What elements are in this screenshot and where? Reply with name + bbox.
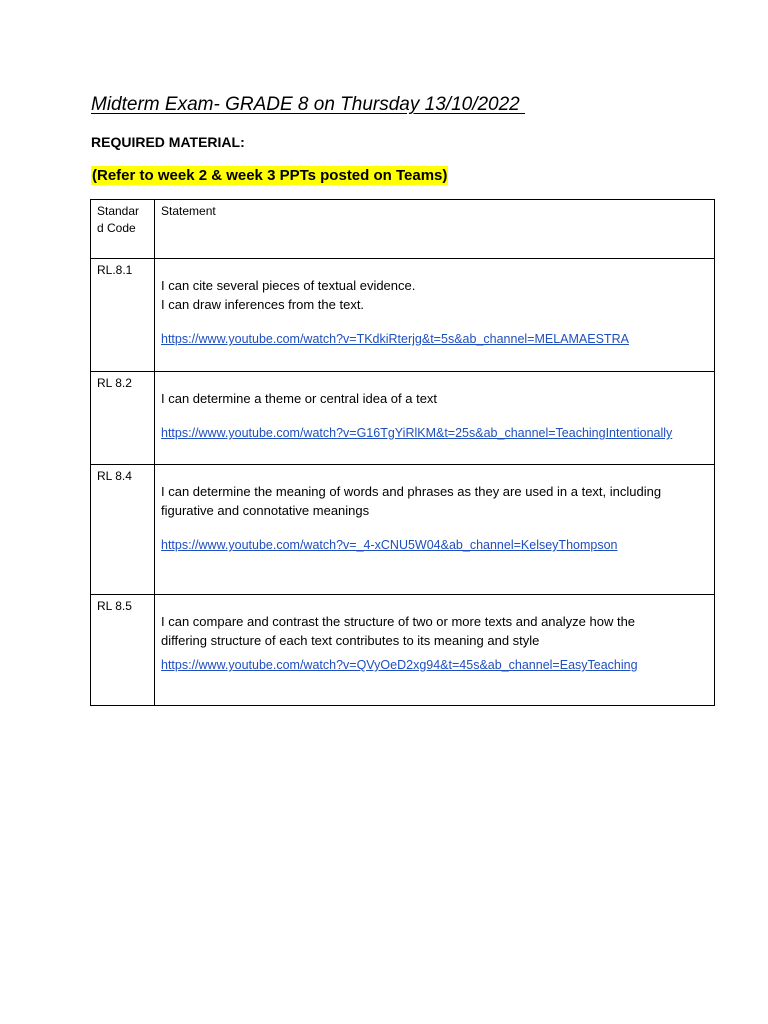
standard-code: RL 8.4	[97, 469, 132, 483]
statement-line: differing structure of each text contributes to its meaning and style	[161, 633, 540, 648]
standard-code-cell	[91, 465, 155, 595]
table-header-row	[91, 200, 715, 259]
standard-code: RL.8.1	[97, 263, 133, 277]
youtube-link[interactable]: https://www.youtube.com/watch?v=G16TgYiRlKM&t=25s&ab_channel=TeachingIntentionally	[161, 426, 673, 440]
statement-cell	[155, 259, 715, 372]
required-material-heading: REQUIRED MATERIAL:	[91, 134, 245, 150]
statement-cell	[155, 465, 715, 595]
header-statement-label: Statement	[161, 204, 216, 218]
statement-line: figurative and connotative meanings	[161, 503, 370, 518]
table-row	[91, 595, 715, 706]
header-standard-code	[91, 200, 155, 259]
header-statement	[155, 200, 715, 259]
statement-line: I can determine a theme or central idea of a text	[161, 391, 438, 406]
youtube-link[interactable]: https://www.youtube.com/watch?v=TKdkiRterjg&t=5s&ab_channel=MELAMAESTRA	[161, 332, 629, 346]
statement-line: I can compare and contrast the structure of two or more texts and analyze how the	[161, 614, 636, 629]
standard-code-cell	[91, 372, 155, 465]
table-row	[91, 259, 715, 372]
youtube-link[interactable]: https://www.youtube.com/watch?v=_4-xCNU5W04&ab_channel=KelseyThompson	[161, 538, 618, 552]
statement-cell	[155, 372, 715, 465]
refer-note-highlighted: (Refer to week 2 & week 3 PPTs posted on Teams)	[92, 167, 448, 184]
youtube-link[interactable]: https://www.youtube.com/watch?v=QVyOeD2xg94&t=45s&ab_channel=EasyTeaching	[161, 658, 638, 672]
statement-cell	[155, 595, 715, 706]
table-row	[91, 465, 715, 595]
standard-code-cell	[91, 595, 155, 706]
statement-line: I can draw inferences from the text.	[161, 297, 365, 312]
statement-line: I can cite several pieces of textual evidence.	[161, 278, 416, 293]
standards-table	[90, 199, 715, 706]
standard-code: RL 8.2	[97, 376, 132, 390]
statement-line: I can determine the meaning of words and phrases as they are used in a text, including	[161, 484, 662, 499]
standard-code: RL 8.5	[97, 599, 132, 613]
standard-code-cell	[91, 259, 155, 372]
document-title: Midterm Exam- GRADE 8 on Thursday 13/10/2022	[91, 94, 526, 115]
table-row	[91, 372, 715, 465]
header-standard-code-label: Standar d Code	[97, 204, 140, 235]
